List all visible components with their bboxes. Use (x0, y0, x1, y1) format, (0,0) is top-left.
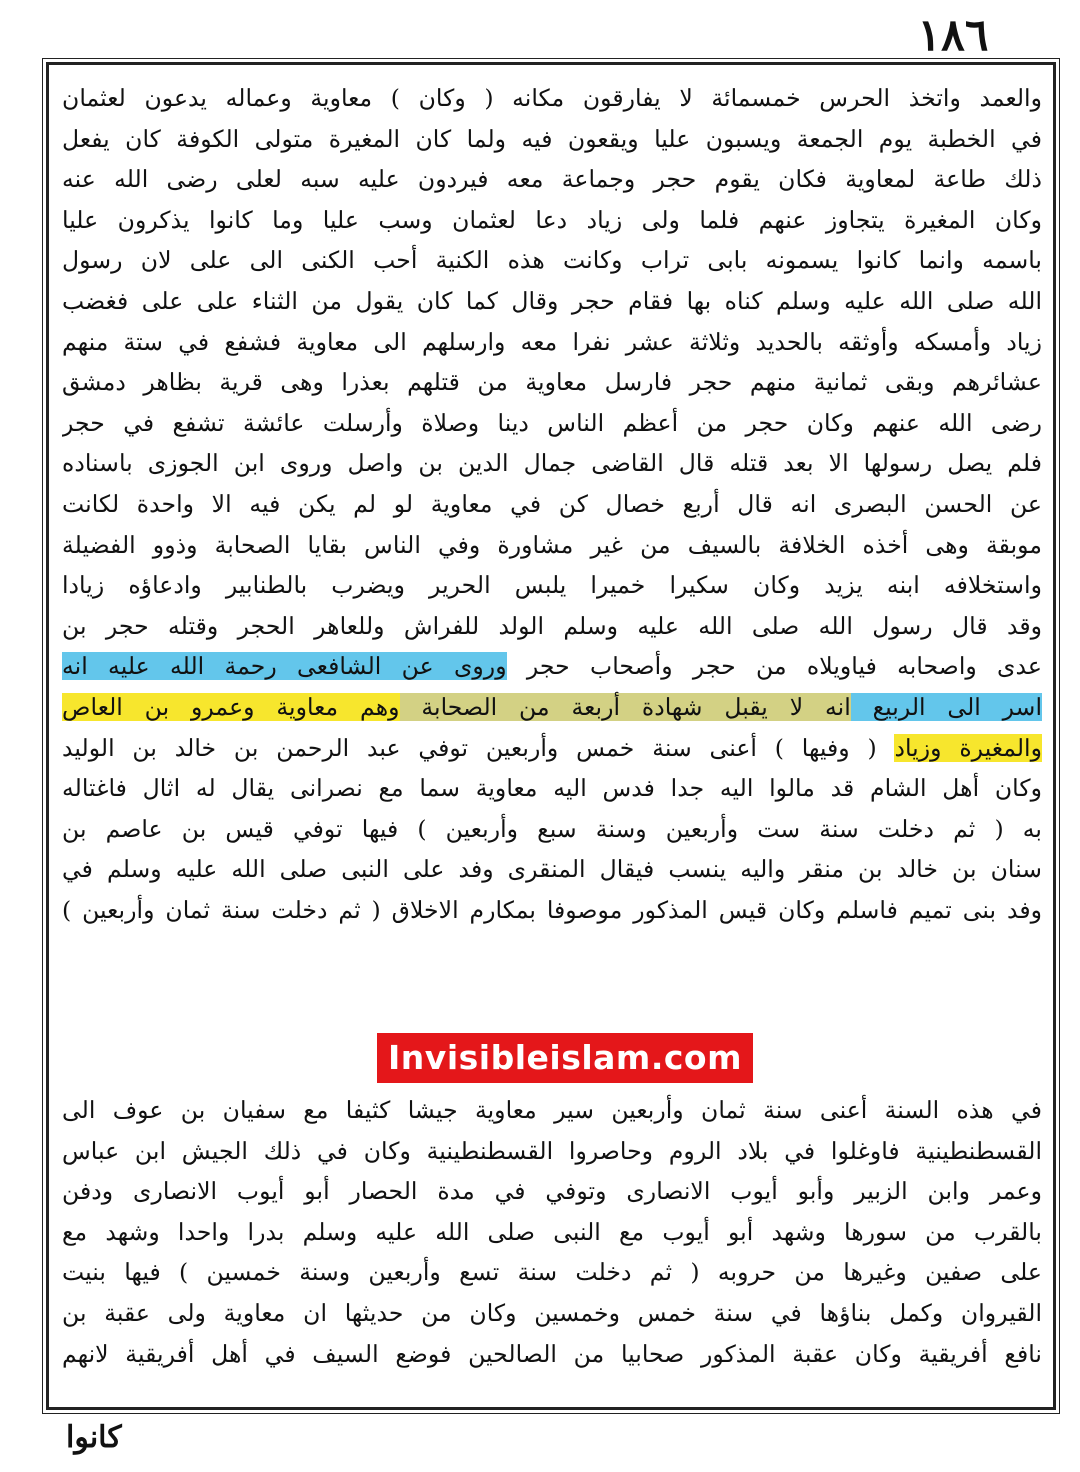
highlight-blue: وروى عن الشافعى رحمة الله عليه انه (62, 652, 507, 681)
text-line: والعمد واتخذ الحرس خمسمائة لا يفارقون مكانه ( وكان ) معاوية وعماله يدعون لعثمان (62, 84, 1042, 112)
text-line: زياد وأمسكه وأوثقه بالحديد وثلاثة عشر نفرا معه وارسلهم الى معاوية فشفع في ستة منهم (62, 327, 1042, 356)
watermark-logo: Invisibleislam.com (377, 1033, 753, 1083)
text-line: وكان أهل الشام قد مالوا اليه جدا فدس اليه معاوية سما مع نصرانى يقال له اثال فاغتاله (62, 774, 1042, 803)
text-line: وعمر وابن الزبير وأبو أيوب الانصارى وتوفي في مدة الحصار أبو أيوب الانصارى ودفن (62, 1177, 1042, 1206)
text-line: به ( ثم دخلت سنة ست وأربعين وسنة سبع وأربعين ) فيها توفي قيس بن عاصم بن (62, 814, 1042, 843)
text-line: عشائرهم وبقى ثمانية منهم حجر فارسل معاوية من قتلهم بعذرا وهى قرية بظاهر دمشق (62, 368, 1042, 397)
text-line: بالقرب من سورها وشهد أبو أيوب مع النبى صلى الله عليه وسلم بدرا واحدا وشهد مع (62, 1217, 1042, 1246)
text-line: في الخطبة يوم الجمعة ويسبون عليا ويقعون فيه ولما كان المغيرة متولى الكوفة كان يفعل (62, 124, 1042, 153)
highlight-blue: اسر الى الربيع (850, 692, 1042, 721)
text-line: سنان بن خالد بن منقر واليه ينسب فيقال المنقرى وفد على النبى صلى الله عليه وسلم في (62, 855, 1042, 884)
text-line: نافع أفريقية وكان عقبة المذكور صحابيا من الصالحين فوضع السيف في أهل أفريقية لانهم (62, 1339, 1042, 1368)
catchword: كانوا (66, 1420, 122, 1455)
text-line (62, 687, 1042, 728)
text-line: وقد قال رسول الله صلى الله عليه وسلم الولد للفراش وللعاهر الحجر وقتله حجر بن (62, 611, 1042, 640)
text-line: موبقة وهى أخذه الخلافة بالسيف من غير مشاورة وفي الناس بقايا الصحابة وذوو الفضيلة (62, 530, 1042, 559)
highlight-yellow: والمغيرة وزياد (894, 733, 1042, 762)
highlight-olive: انه لا يقبل شهادة أربعة من الصحابة (399, 692, 851, 721)
text-line: عدى واصحابه فياويلاه من حجر وأصحاب حجر وروى عن الشافعى رحمة الله عليه انه (62, 652, 1042, 681)
text-line: القيروان وكمل بناؤها في سنة خمس وخمسين وكان من حديثها ان معاوية ولى عقبة بن (62, 1298, 1042, 1327)
text-line: فلم يصل رسولها الا بعد قتله قال القاضى جمال الدين بن واصل وروى ابن الجوزى باسناده (62, 449, 1042, 478)
highlight-yellow: وهم معاوية وعمرو بن العاص (62, 692, 400, 721)
text-line: والمغيرة وزياد ( وفيها ) أعنى سنة خمس وأربعين توفي عبد الرحمن بن خالد بن الوليد (62, 733, 1042, 762)
text-line: واستخلافه ابنه يزيد وكان سكيرا خميرا يلبس الحرير ويضرب بالطنابير وادعاؤه زيادا (62, 571, 1042, 600)
text-line: ذلك طاعة لمعاوية فكان يقوم حجر وجماعة معه فيردون عليه سبه لعلى رضى الله عنه (62, 165, 1042, 194)
text-block-lower (62, 1090, 1042, 1374)
text-line: عن الحسن البصرى انه قال أربع خصال كن في معاوية لو لم يكن فيه الا واحدة لكانت (62, 489, 1042, 518)
text-line: في هذه السنة أعنى سنة ثمان وأربعين سير معاوية جيشا كثيفا مع سفيان بن عوف الى (62, 1096, 1042, 1124)
page-number: ١٨٦ (917, 10, 989, 61)
text-block-upper (62, 78, 1042, 930)
text-line: الله صلى الله عليه وسلم كناه بها فقام حجر وقال كما كان يقول من الثناء على على فغضب (62, 286, 1042, 315)
text-line: القسطنطينية فاوغلوا في بلاد الروم وحاصروا القسطنطينية وكان في ذلك الجيش ابن عباس (62, 1136, 1042, 1165)
text-line: رضى الله عنهم وكان حجر من أعظم الناس دينا وصلاة وأرسلت عائشة تشفع في حجر (62, 408, 1042, 437)
text-line: على صفين وغيرها من حروبه ( ثم دخلت سنة تسع وأربعين وسنة خمسين ) فيها بنيت (62, 1258, 1042, 1287)
text-line: وكان المغيرة يتجاوز عنهم فلما ولى زياد دعا لعثمان وسب عليا وما كانوا يذكرون عليا (62, 205, 1042, 234)
text-line: باسمه وانما كانوا يسمونه بابى تراب وكانت هذه الكنية أحب الكنى الى على لان رسول (62, 246, 1042, 275)
text-line: وفد بنى تميم فاسلم وكان قيس المذكور موصوفا بمكارم الاخلاق ( ثم دخلت سنة ثمان وأربعين ) (62, 895, 1042, 924)
